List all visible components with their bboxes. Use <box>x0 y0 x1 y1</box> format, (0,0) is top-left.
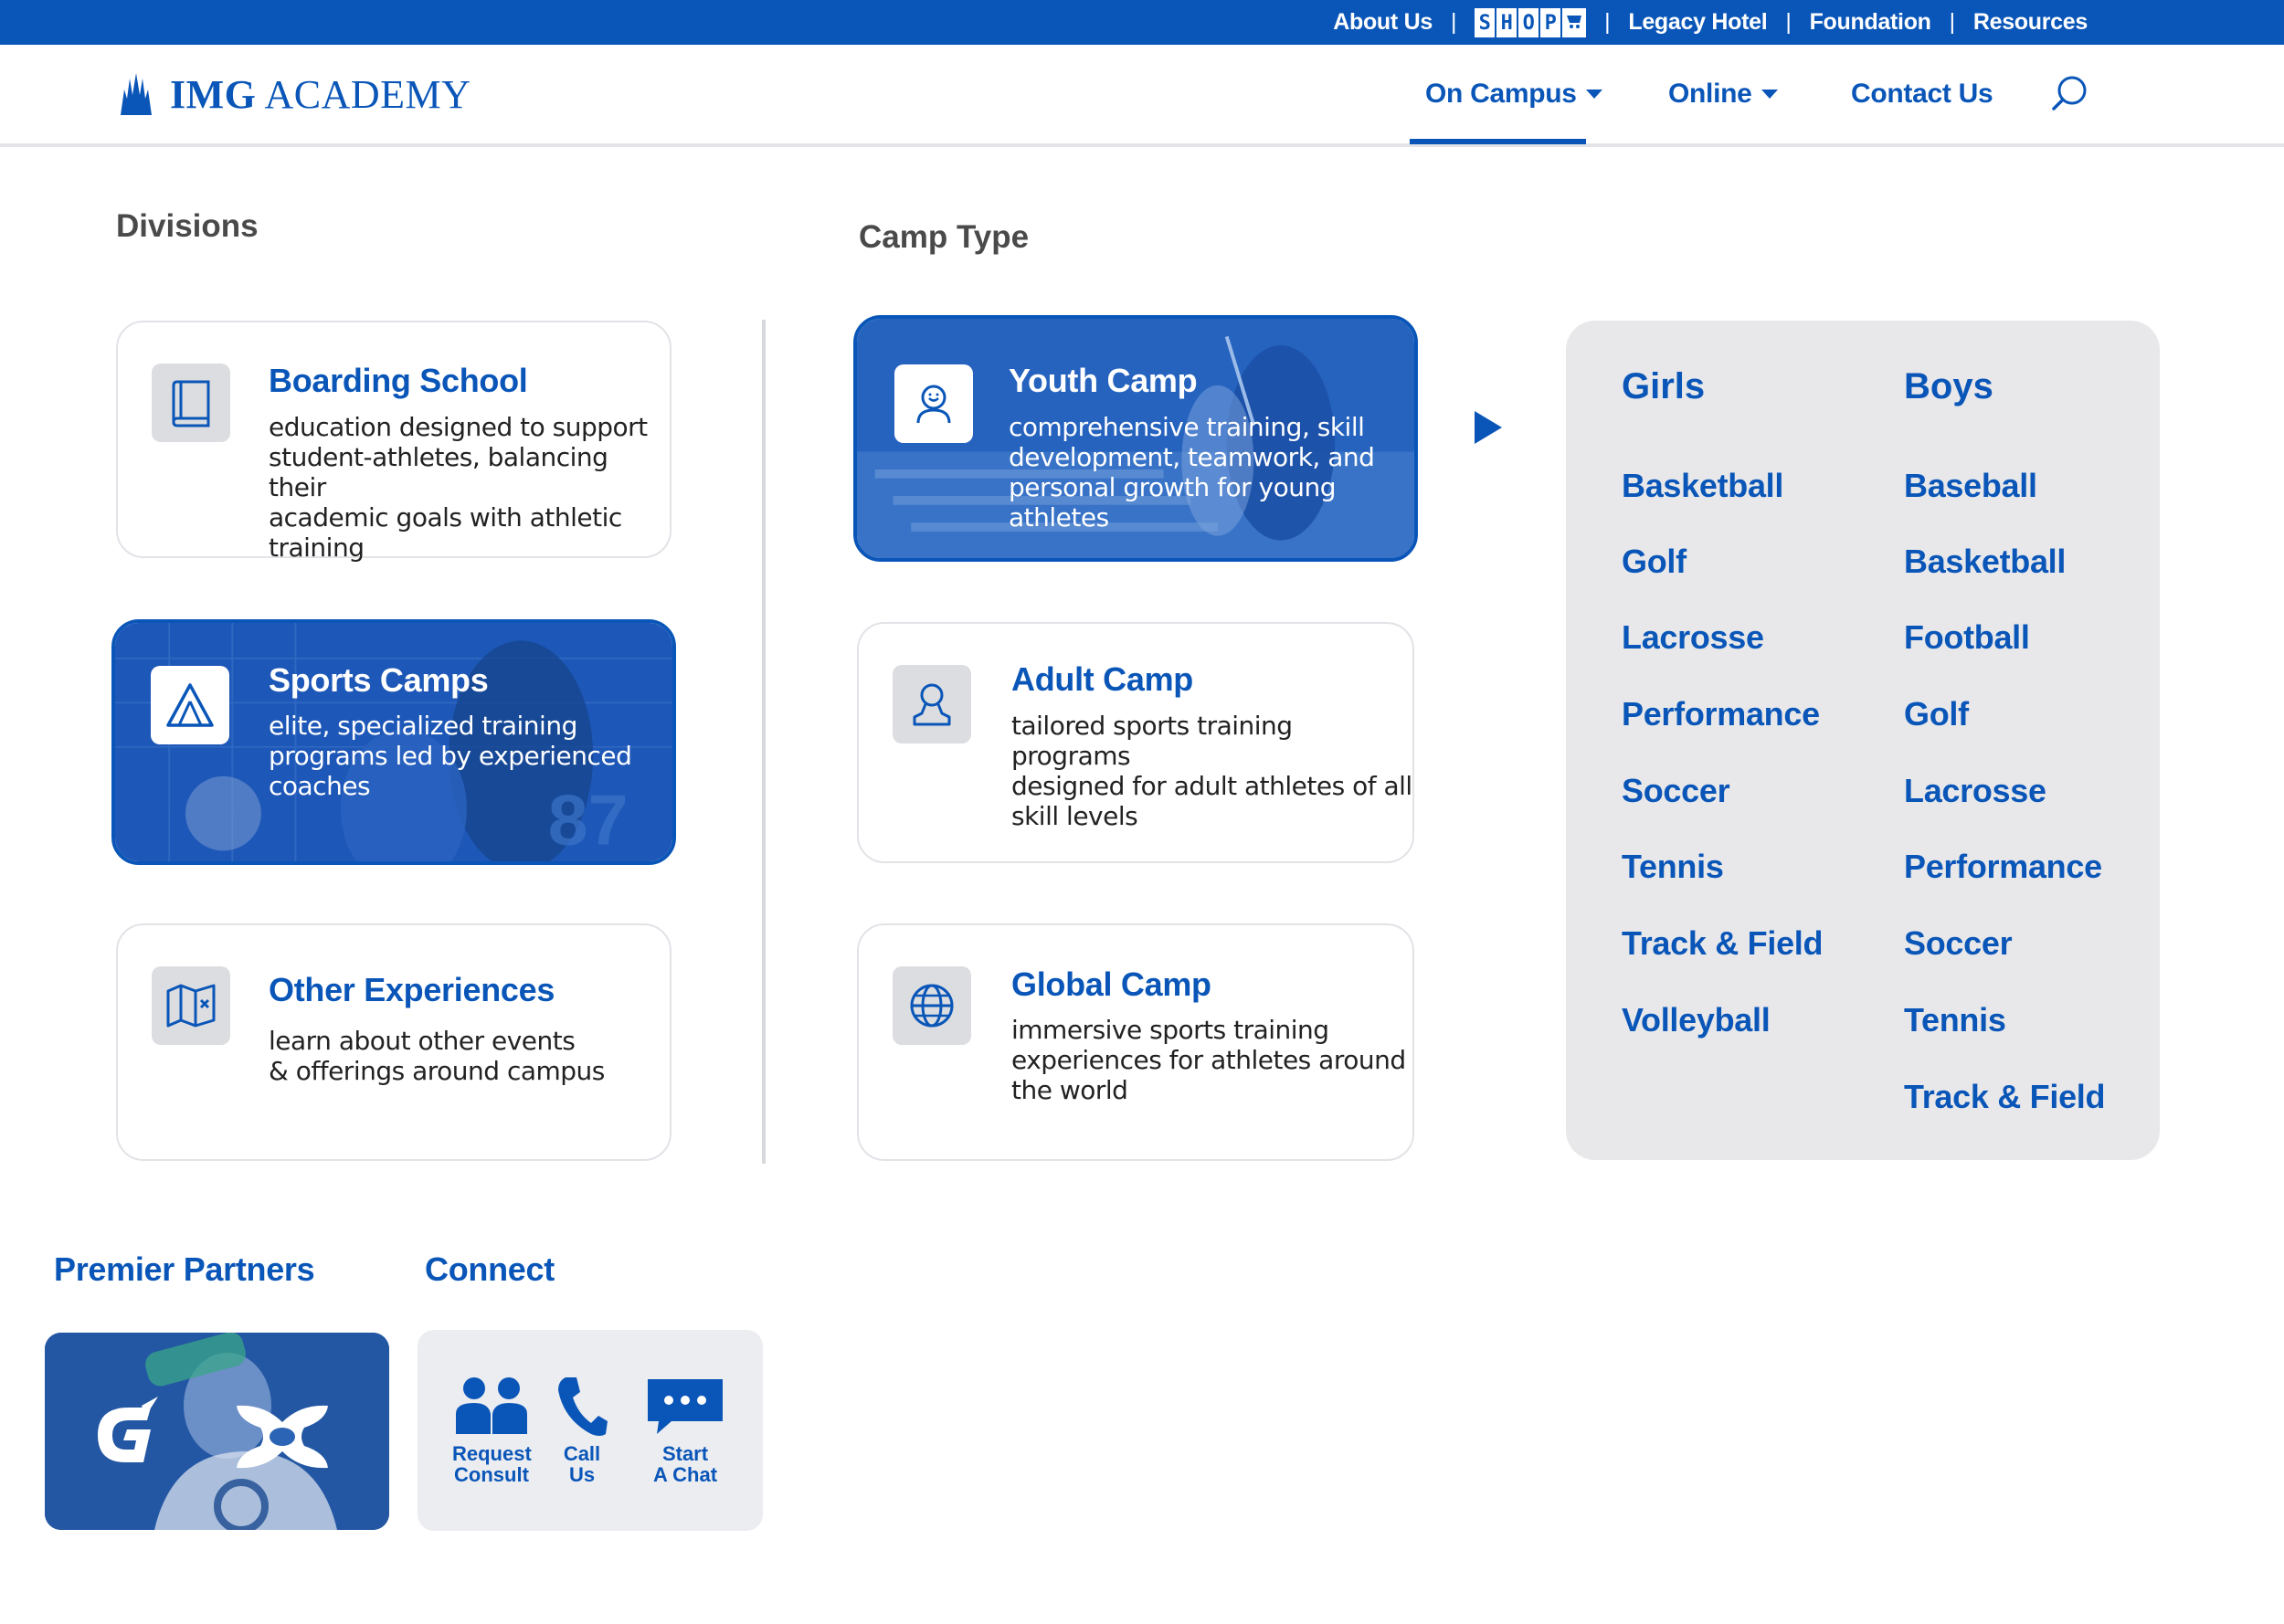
separator: | <box>1450 9 1457 35</box>
card-description: tailored sports training programs designed for adult athletes of all skill levels <box>1011 711 1412 831</box>
chevron-down-icon <box>1586 90 1602 99</box>
nav-online[interactable] <box>1668 45 1778 143</box>
card-title: Global Camp <box>1011 965 1211 1003</box>
logo-wordmark <box>170 71 471 118</box>
about-us-link[interactable]: About Us <box>1333 9 1433 35</box>
request-consult-button[interactable] <box>452 1374 531 1485</box>
connect-label: Consult <box>454 1463 529 1486</box>
play-arrow-icon <box>1475 411 1502 444</box>
sport-link[interactable]: Track & Field <box>1904 1078 2106 1115</box>
card-description: elite, specialized training programs led by experienced coaches <box>269 711 632 801</box>
search-icon[interactable] <box>2050 74 2088 117</box>
cart-icon <box>1562 8 1586 37</box>
division-card-other-experiences[interactable] <box>116 923 671 1161</box>
phone-icon <box>555 1374 609 1439</box>
card-title: Sports Camps <box>269 661 489 699</box>
shop-letter: H <box>1496 8 1517 37</box>
sport-link[interactable]: Tennis <box>1622 848 1724 885</box>
legacy-hotel-link[interactable]: Legacy Hotel <box>1628 9 1768 35</box>
sports-panel <box>1566 321 2160 1160</box>
globe-icon <box>893 966 971 1045</box>
card-title: Adult Camp <box>1011 660 1193 698</box>
premier-partners-card[interactable] <box>45 1333 389 1530</box>
camp-card-adult[interactable] <box>857 622 1414 863</box>
card-description: education designed to support student-athletes, balancing their academic goals with athletic training <box>269 412 648 563</box>
separator: | <box>1604 9 1611 35</box>
connect-card <box>418 1330 763 1531</box>
connect-label: Start <box>661 1442 709 1465</box>
people-icon <box>452 1374 531 1439</box>
camp-type-heading: Camp Type <box>859 219 1030 255</box>
sport-link[interactable]: Tennis <box>1904 1001 2006 1039</box>
under-armour-logo <box>227 1400 337 1478</box>
sport-link[interactable]: Soccer <box>1904 924 2013 962</box>
sport-link[interactable]: Football <box>1904 618 2030 656</box>
nav-contact-label: Contact Us <box>1851 79 1993 109</box>
separator: | <box>1785 9 1792 35</box>
connect-label: Us <box>568 1463 596 1486</box>
girls-heading: Girls <box>1622 366 1706 406</box>
camp-card-youth[interactable] <box>853 315 1418 562</box>
map-icon <box>152 966 230 1045</box>
person-icon <box>893 665 971 743</box>
sport-link[interactable]: Performance <box>1904 848 2102 885</box>
book-icon <box>152 364 230 442</box>
nav-online-label: Online <box>1668 79 1752 109</box>
divisions-heading: Divisions <box>116 208 259 244</box>
division-card-sports-camps[interactable] <box>111 619 676 865</box>
separator: | <box>1949 9 1955 35</box>
utility-links <box>1333 0 2088 45</box>
chat-bubble-icon <box>644 1374 726 1439</box>
logo-strong: IMG <box>170 71 257 117</box>
card-title: Youth Camp <box>1009 362 1198 399</box>
connect-label: Request <box>452 1442 532 1465</box>
utility-bar <box>0 0 2284 45</box>
nav-on-campus-label: On Campus <box>1425 79 1577 109</box>
gatorade-logo <box>87 1397 160 1476</box>
connect-label: A Chat <box>652 1463 718 1486</box>
column-divider <box>762 320 766 1164</box>
sport-link[interactable]: Soccer <box>1622 772 1730 809</box>
sport-link[interactable]: Golf <box>1904 695 1969 733</box>
img-academy-logo[interactable] <box>119 71 471 117</box>
sport-link[interactable]: Baseball <box>1904 467 2037 504</box>
logo-rest: ACADEMY <box>264 71 471 117</box>
sport-link[interactable]: Basketball <box>1622 467 1784 504</box>
tent-icon <box>151 666 229 744</box>
shop-letter: O <box>1518 8 1539 37</box>
call-us-button[interactable] <box>555 1374 609 1485</box>
camp-card-global[interactable] <box>857 923 1414 1161</box>
card-description: comprehensive training, skill development, teamwork, and personal growth for young athletes <box>1009 412 1375 533</box>
nav-on-campus[interactable] <box>1425 45 1602 143</box>
shop-link[interactable] <box>1475 8 1586 37</box>
active-nav-indicator <box>1410 139 1586 144</box>
crest-icon <box>119 71 153 117</box>
connect-label: Call <box>563 1442 601 1465</box>
sport-link[interactable]: Performance <box>1622 695 1820 733</box>
sport-link[interactable]: Volleyball <box>1622 1001 1771 1039</box>
premier-partners-heading: Premier Partners <box>54 1250 315 1288</box>
division-card-boarding-school[interactable] <box>116 321 671 563</box>
chevron-down-icon <box>1761 90 1778 99</box>
card-description: immersive sports training experiences for athletes around the world <box>1011 1015 1406 1105</box>
resources-link[interactable]: Resources <box>1972 9 2088 35</box>
boys-heading: Boys <box>1904 366 1993 406</box>
foundation-link[interactable]: Foundation <box>1809 9 1931 35</box>
sport-link[interactable]: Lacrosse <box>1622 618 1764 656</box>
sport-link[interactable]: Track & Field <box>1622 924 1824 962</box>
shop-letter: S <box>1475 8 1495 37</box>
nav-contact-us[interactable] <box>1851 45 1993 143</box>
svg-text:87: 87 <box>547 780 629 860</box>
start-chat-button[interactable] <box>641 1374 729 1485</box>
sport-link[interactable]: Golf <box>1622 543 1687 580</box>
sport-link[interactable]: Basketball <box>1904 543 2067 580</box>
sport-link[interactable]: Lacrosse <box>1904 772 2046 809</box>
card-description: learn about other events & offerings around campus <box>269 1026 605 1086</box>
smiley-person-icon <box>894 364 973 443</box>
connect-heading: Connect <box>425 1250 555 1288</box>
shop-letter: P <box>1540 8 1560 37</box>
card-title: Boarding School <box>269 362 528 399</box>
card-title: Other Experiences <box>269 971 555 1008</box>
